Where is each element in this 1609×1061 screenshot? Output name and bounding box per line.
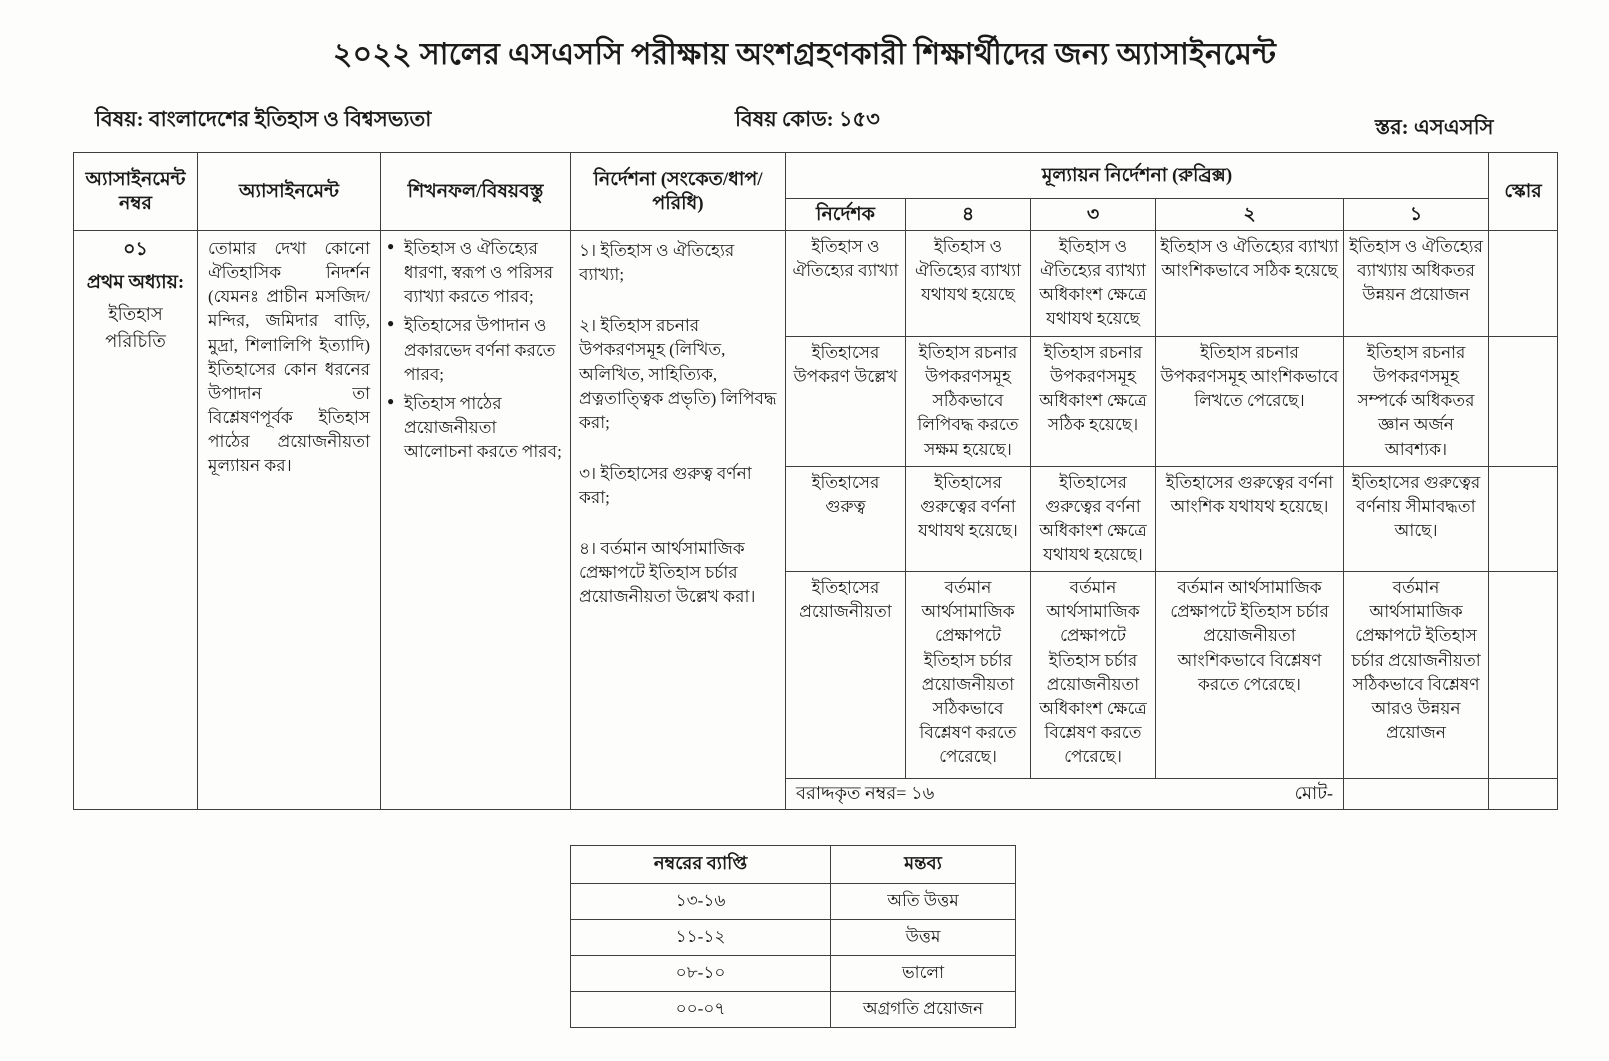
header-marks-range: নম্বরের ব্যাপ্তি [571,846,831,884]
marks-range: ১৩-১৬ [571,884,831,920]
total-label: মোট- [1294,783,1333,804]
header-instructions: নির্দেশনা (সংকেত/ধাপ/পরিধি) [571,153,786,231]
header-grade-4: ৪ [906,199,1031,231]
rubric-grade-cell: বর্তমান আর্থসামাজিক প্রেক্ষাপটে ইতিহাস চর্চার প্রয়োজনীয়তা অধিকাংশ ক্ষেত্রে বিশ্লেষণ করতে পেরেছে। [1031,572,1156,779]
comment: ভালো [831,956,1016,992]
grade-table-row [571,884,1016,920]
level-label: স্তর: এসএসসি [1375,115,1494,139]
rubric-grade-cell: ইতিহাসের গুরুত্বের বর্ণনা অধিকাংশ ক্ষেত্রে যথাযথ হয়েছে। [1031,466,1156,572]
rubric-grade-cell: ইতিহাস ও ঐতিহ্যের ব্যাখ্যা অধিকাংশ ক্ষেত্রে যথাযথ হয়েছে [1031,231,1156,337]
rubric-indicator-cell: ইতিহাসের গুরুত্ব [786,466,906,572]
header-indicator: নির্দেশক [786,199,906,231]
rubric-indicator-cell: ইতিহাস ও ঐতিহ্যের ব্যাখ্যা [786,231,906,337]
bullet-icon: ● [387,316,395,331]
instruction-item: ১। ইতিহাস ও ঐতিহ্যের ব্যাখ্যা; [579,241,735,285]
grade-table-row [571,992,1016,1028]
bullet-icon: ● [387,393,395,408]
learning-outcome-item [387,237,565,309]
grade-table-row [571,956,1016,992]
subject-label: বিষয়: বাংলাদেশের ইতিহাস ও বিশ্বসভ্যতা [95,107,432,131]
meta-row [0,103,1609,137]
document-title: ২০২২ সালের এসএসসি পরীক্ষায় অংশগ্রহণকারী শিক্ষার্থীদের জন্য অ্যাসাইনমেন্ট [332,38,1277,71]
score-cell [1489,779,1558,810]
allocated-marks-label: বরাদ্দকৃত নম্বর= ১৬ [796,783,935,804]
score-cell [1489,572,1558,779]
header-rubric-group: মূল্যায়ন নির্দেশনা (রুব্রিক্স) [786,153,1489,199]
bullet-icon: ● [387,239,395,253]
learning-outcome-text: ইতিহাসের উপাদান ও প্রকারভেদ বর্ণনা করতে পারব; [404,316,556,384]
learning-outcomes-cell [381,231,571,810]
learning-outcome-text: ইতিহাস পাঠের প্রয়োজনীয়তা আলোচনা করতে পারব; [404,393,562,461]
marks-range: ০৮-১০ [571,956,831,992]
assignment-number-cell [74,231,198,810]
score-cell [1489,231,1558,337]
assignment-rubric-table [73,152,1558,810]
grade-range-table [570,845,1016,1028]
header-assignment: অ্যাসাইনমেন্ট [198,153,381,231]
instructions-cell [571,231,786,810]
marks-range: ১১-১২ [571,920,831,956]
instruction-item: ৪। বর্তমান আর্থসামাজিক প্রেক্ষাপটে ইতিহাস চর্চার প্রয়োজনীয়তা উল্লেখ করা। [579,539,756,607]
subject-code-label: বিষয় কোড: ১৫৩ [735,107,880,131]
rubric-grade-cell: ইতিহাস ও ঐতিহ্যের ব্যাখ্যা যথাযথ হয়েছে [906,231,1031,337]
learning-outcome-text: ইতিহাস ও ঐতিহ্যের ধারণা, স্বরূপ ও পরিসর ব্যাখ্যা করতে পারব; [404,239,554,307]
header-score: স্কোর [1489,153,1558,231]
chapter-name: ইতিহাস পরিচিতি [105,303,166,351]
grade-table-row [571,920,1016,956]
rubric-grade-cell: ইতিহাস রচনার উপকরণসমূহ অধিকাংশ ক্ষেত্রে সঠিক হয়েছে। [1031,337,1156,467]
assignment-number: ০১ [123,239,148,260]
rubric-grade-cell: বর্তমান আর্থসামাজিক প্রেক্ষাপটে ইতিহাস চর্চার প্রয়োজনীয়তা আংশিকভাবে বিশ্লেষণ করতে পেরেছে। [1156,572,1344,779]
score-cell [1489,466,1558,572]
header-grade-1: ১ [1344,199,1489,231]
rubric-indicator-cell: ইতিহাসের উপকরণ উল্লেখ [786,337,906,467]
rubric-grade-cell: ইতিহাস রচনার উপকরণসমূহ আংশিকভাবে লিখতে পেরেছে। [1156,337,1344,467]
rubric-indicator-cell: ইতিহাসের প্রয়োজনীয়তা [786,572,906,779]
total-value-cell [1344,779,1489,810]
rubric-grade-cell: বর্তমান আর্থসামাজিক প্রেক্ষাপটে ইতিহাস চর্চার প্রয়োজনীয়তা সঠিকভাবে বিশ্লেষণ করতে পেরেছে। [906,572,1031,779]
instruction-item: ২। ইতিহাস রচনার উপকরণসমূহ (লিখিত, অলিখিত, সাহিত্যিক, প্রত্নতাত্ত্বিক প্রভৃতি) লিপিবদ্ধ করা; [579,316,777,432]
header-learning-outcome: শিখনফল/বিষয়বস্তু [381,153,571,231]
rubric-grade-cell: ইতিহাসের গুরুত্বের বর্ণনা আংশিক যথাযথ হয়েছে। [1156,466,1344,572]
comment: অতি উত্তম [831,884,1016,920]
score-cell [1489,337,1558,467]
header-grade-3: ৩ [1031,199,1156,231]
comment: অগ্রগতি প্রয়োজন [831,992,1016,1028]
header-grade-2: ২ [1156,199,1344,231]
header-comment: মন্তব্য [831,846,1016,884]
learning-outcome-item [387,314,565,386]
rubric-grade-cell: ইতিহাস ও ঐতিহ্যের ব্যাখ্যা আংশিকভাবে সঠিক হয়েছে [1156,231,1344,337]
rubric-grade-cell: বর্তমান আর্থসামাজিক প্রেক্ষাপটে ইতিহাস চর্চার প্রয়োজনীয়তা সঠিকভাবে বিশ্লেষণ আরও উন্নয়ন প্রয়োজন [1344,572,1489,779]
marks-range: ০০-০৭ [571,992,831,1028]
rubric-grade-cell: ইতিহাসের গুরুত্বের বর্ণনায় সীমাবদ্ধতা আছে। [1344,466,1489,572]
grade-table-header-row [571,846,1016,884]
allocated-marks-cell [786,779,1344,810]
header-assignment-number: অ্যাসাইনমেন্ট নম্বর [74,153,198,231]
chapter-title: প্রথম অধ্যায়: [86,271,185,293]
rubric-grade-cell: ইতিহাসের গুরুত্বের বর্ণনা যথাযথ হয়েছে। [906,466,1031,572]
comment: উত্তম [831,920,1016,956]
rubric-grade-cell: ইতিহাস রচনার উপকরণসমূহ সম্পর্কে অধিকতর জ্ঞান অর্জন আবশ্যক। [1344,337,1489,467]
learning-outcome-item [387,392,565,464]
assignment-text-cell: তোমার দেখা কোনো ঐতিহাসিক নিদর্শন (যেমনঃ প্রাচীন মসজিদ/মন্দির, জমিদার বাড়ি, মুদ্রা, শিলালিপি ইত্যাদি) ইতিহাসের কোন ধরনের উপাদান তা বিশ্লেষণপূর্বক ইতিহাস পাঠের প্রয়োজনীয়তা মূল্যায়ন কর। [198,231,381,810]
instruction-item: ৩। ইতিহাসের গুরুত্ব বর্ণনা করা; [579,463,752,507]
rubric-grade-cell: ইতিহাস ও ঐতিহ্যের ব্যাখ্যায় অধিকতর উন্নয়ন প্রয়োজন [1344,231,1489,337]
rubric-grade-cell: ইতিহাস রচনার উপকরণসমূহ সঠিকভাবে লিপিবদ্ধ করতে সক্ষম হয়েছে। [906,337,1031,467]
